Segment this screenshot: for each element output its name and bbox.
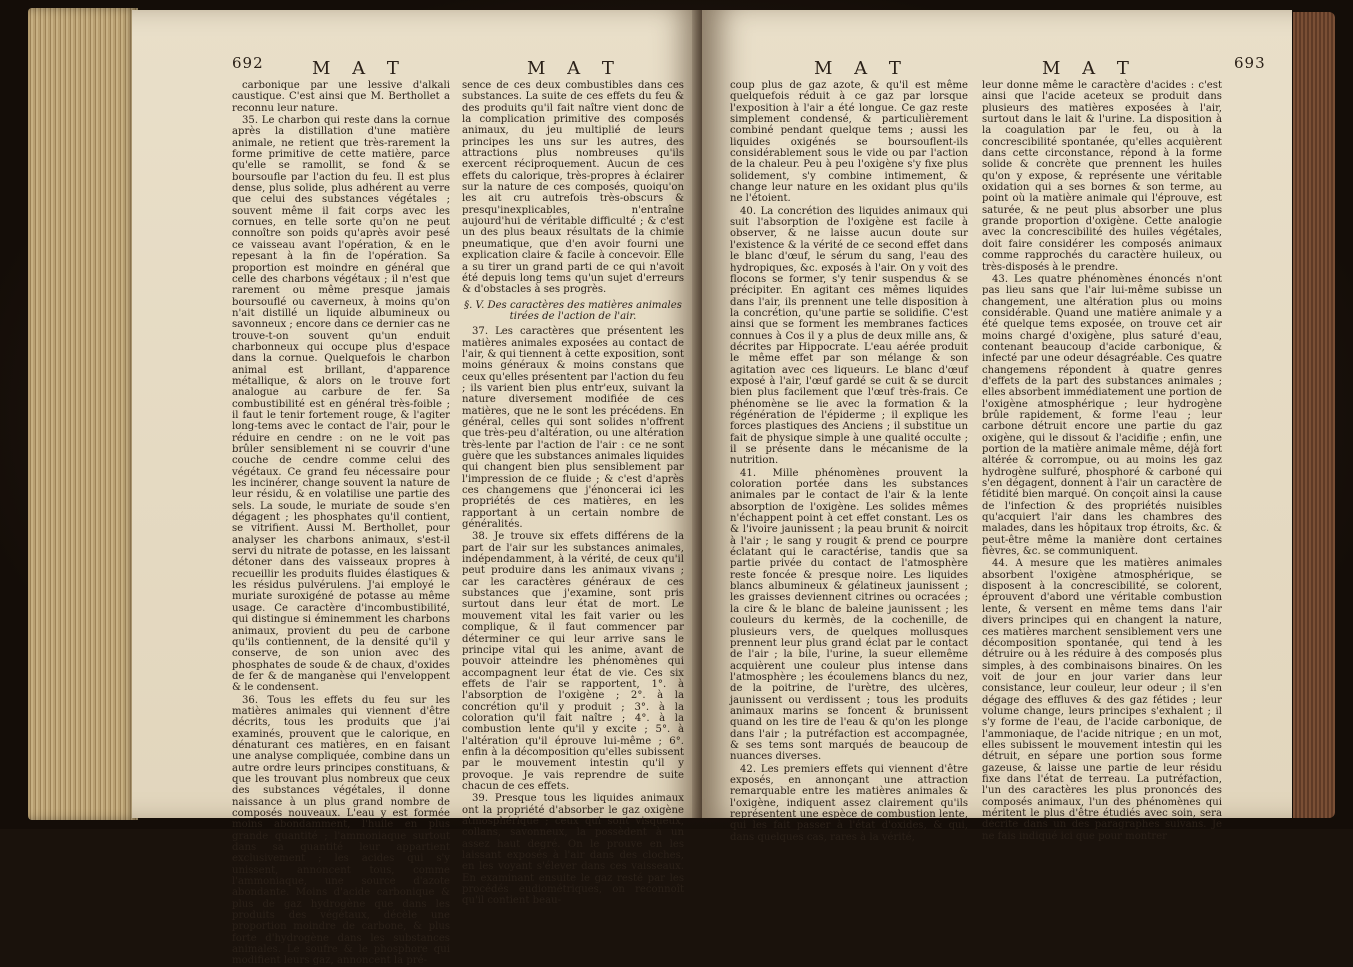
paragraph: leur donne même le caractère d'acides : c'est ainsi que l'acide aceteux se produit dans plusieurs des matières exposées à l'air, surtout dans le lait & l'urine. La disposition à la coagulation par le feu, ou à la concrescibilité spontanée, qu'elles acquièrent dans cette circonstance, répond à la forme solide & concrète que prennent les huiles qu'on y expose, & représente une véritable oxidation qui a ses bornes & son terme, au point où la matière animale qui l'éprouve, est saturée, & ne peut plus absorber une plus grande proportion d'oxigène. Cette analogie avec la concrescibilité des huiles végétales, doit faire considérer les composés animaux comme rapprochés du caractère huileux, ou très-disposés à le prendre.: [982, 80, 1222, 273]
paragraph: 39. Presque tous les liquides animaux ont la propriété d'absorber le gaz oxigène atmosphérique ; ceux qui sont visqueux, collans, savonneux, la possèdent à un assez haut degré. On le prouve en les laissant exposés à l'air dans des cloches, en les voyant s'élever dans ces vaisseaux. En examinant ensuite le gaz resté par les procédés eudiométriques, on reconnoît qu'il contient beau-: [462, 793, 684, 907]
running-head-right-1: M A T: [814, 58, 909, 79]
page-number-left: 692: [232, 54, 264, 72]
paragraph: carbonique par une lessive d'alkali caustique. C'est ainsi que M. Berthollet a reconnu leur nature.: [232, 80, 450, 114]
running-head-right-2: M A T: [1042, 58, 1137, 79]
paragraph: 38. Je trouve six effets différens de la part de l'air sur les substances animales, indépendamment, à la vérité, de ceux qu'il peut produire dans les animaux vivans ; car les caractères généraux de ces substances que j'examine, sont pris surtout dans leur état de mort. Le mouvement vital les fait varier ou les complique, & il faut commencer par déterminer ce qui leur arrive sans le principe vital qui les anime, avant de pouvoir atteindre les phénomènes qui accompagnent leur état de vie. Ces six effets de l'air se rapportent, 1°. à l'absorption de l'oxigène ; 2°. à la concrétion qu'il y produit ; 3°. à la coloration qu'il fait naître ; 4°. à la combustion lente qu'il y excite ; 5°. à l'altération qu'il éprouve lui-même ; 6°. enfin à la décomposition qu'elles subissent par le mouvement intestin qu'il y provoque. Je vais reprendre de suite chacun de ces effets.: [462, 531, 684, 792]
paragraph: 44. A mesure que les matières animales absorbent l'oxigène atmosphérique, se disposent à la concrescibilité, se colorent, éprouvent d'abord une véritable combustion lente, & versent en même tems dans l'air divers principes qui en changent la nature, ces matières marchent sensiblement vers une décomposition spontanée, qui tend à les détruire ou à les réduire à des composés plus simples, à des combinaisons binaires. On les voit de jour en jour varier dans leur consistance, leur couleur, leur odeur ; il s'en dégage des effluves & des gaz fétides ; leur volume change, leurs principes s'exhalent ; il s'y forme de l'eau, de l'acide carbonique, de l'ammoniaque, de l'acide nitrique ; en un mot, elles subissent le mouvement intestin qui les détruit, en sépare une portion sous forme gazeuse, & laisse une partie de leur résidu fixe dans l'état de terreau. La putréfaction, l'un des caractères les plus prononcés des composés animaux, l'un des phénomènes qui méritent le plus d'être étudiés avec soin, sera décrite dans un des paragraphes suivans. Je ne fais indiqué ici que pour montrer: [982, 558, 1222, 842]
paragraph: 36. Tous les effets du feu sur les matières animales qui viennent d'être décrits, tous les produits que j'ai examinés, prouvent que le calorique, en dénaturant ces matières, en en faisant une analyse compliquée, combine dans un autre ordre leurs principes constituans, & que les trouvant plus nombreux que ceux des substances végétales, il donne naissance à un plus grand nombre de composés nouveaux. L'eau y est formée moins abondamment, l'huile en plus grande quantité ; l'ammoniaque surtout dans sa quantité leur appartient exclusivement ; les acides qui s'y unissent, annoncent tous, comme l'ammoniaque, une source d'azote abondante. Moins d'acide carbonique & plus de gaz hydrogène que dans les produits des végétaux, décèle une proportion moindre de carbone, & plus forte d'hydrogène dans les substances animales. Le soufre & le phosphore qui modifient leurs gaz, annoncent la pré-: [232, 694, 450, 967]
left-page-column-2: [462, 80, 684, 907]
paragraph: 37. Les caractères que présentent les matières animales exposées au contact de l'air, & qui tiennent à cette exposition, sont moins généraux & moins constans que ceux qu'elles présentent par l'action du feu ; ils varient bien plus entr'eux, suivant la nature diversement modifiée de ces matières, que ne le sont les précédens. En général, celles qui sont solides n'offrent que très-peu d'altération, ou une altération très-lente par l'action de l'air : ce ne sont guère que les substances animales liquides qui changent bien plus sensiblement par l'impression de ce fluide ; & c'est d'après ces changemens que j'énoncerai ici les propriétés de ces matières, en les rapportant à un certain nombre de généralités.: [462, 326, 684, 531]
paragraph: sence de ces deux combustibles dans ces substances. La suite de ces effets du feu & des produits qu'il fait naître vient donc de la complication primitive des composés animaux, du jeu multiplié de leurs principes les uns sur les autres, des attractions plus nombreuses qu'ils exercent réciproquement. Aucun de ces effets du calorique, très-propres à éclairer sur la nature de ces composés, quoiqu'on les ait cru autrefois très-obscurs & presqu'inexplicables, n'entraîne aujourd'hui de véritable difficulté ; & c'est un des plus beaux résultats de la chimie pneumatique, que d'en avoir fourni une explication claire & facile à concevoir. Elle a su tirer un grand parti de ce qui n'avoit été depuis long tems qu'un sujet d'erreurs & d'obstacles à ses progrès.: [462, 80, 684, 296]
paragraph: 40. La concrétion des liquides animaux qui suit l'absorption de l'oxigène est facile à observer, & ne laisse aucun doute sur l'existence & la vérité de ce second effet dans le blanc d'œuf, le sérum du sang, l'eau des hydropiques, &c. exposés à l'air. On y voit des flocons se former, s'y tenir suspendus & se précipiter. En agitant ces mêmes liquides dans l'air, ils prennent une telle disposition à la concrétion, qu'une partie se solidifie. C'est ainsi que se forment les membranes factices connues à Cos il y a plus de deux mille ans, & décrites par Hippocrate. L'eau aérée produit le même effet par son mélange & son agitation avec ces liqueurs. Le blanc d'œuf exposé à l'air, l'œuf gardé se cuit & se durcit bien plus facilement que l'œuf très-frais. Ce phénomène se lie avec la formation & la régénération de l'épiderme ; il explique les forces plastiques des Anciens ; il substitue un fait de physique simple à une qualité occulte ; il se présente dans le mécanisme de la nutrition.: [730, 205, 968, 467]
paragraph: 42. Les premiers effets qui viennent d'être exposés, en annonçant une attraction remarquable entre les matières animales & l'oxigène, indiquent assez clairement qu'ils représentent une espèce de combustion lente, qui les fait passer à l'état d'oxides, & qui, dans quelques cas, rares à la vérité,: [730, 763, 968, 843]
section-heading: §. V. Des caractères des matières animales tirées de l'action de l'air.: [464, 299, 682, 322]
running-head-left-1: M A T: [312, 58, 407, 79]
paragraph: 41. Mille phénomènes prouvent la coloration portée dans les substances animales par le contact de l'air & la lente absorption de l'oxigène. Les solides mêmes n'échappent point à cet effet constant. Les os & l'ivoire jaunissent ; la peau brunit & noircit à l'air ; le sang y rougit & prend ce pourpre éclatant qui le caractérise, tandis que sa partie privée du contact de l'atmosphère reste foncée & presque noire. Les liquides blancs albumineux & gélatineux jaunissent ; les graisses deviennent citrines ou ocracées ; la cire & le blanc de baleine jaunissent ; les couleurs du kermès, de la cochenille, de plusieurs vers, de quelques mollusques prennent leur plus grand éclat par le contact de l'air ; la bile, l'urine, la sueur ellemême acquièrent une couleur plus intense dans l'atmosphère ; les écoulemens blancs du nez, de la poitrine, de l'urètre, des ulcères, jaunissent ou verdissent ; tous les produits animaux marins se foncent & brunissent quand on les tire de l'eau & qu'on les plonge dans l'air ; la putréfaction est accompagnée, & ses tems sont marqués de beaucoup de nuances diverses.: [730, 467, 968, 763]
right-page-column-2: [982, 80, 1222, 842]
paragraph: 43. Les quatre phénomènes énoncés n'ont pas lieu sans que l'air lui-même subisse un changement, une altération plus ou moins considérable. Quand une matière animale y a été quelque tems exposée, on trouve cet air moins chargé d'oxigène, plus saturé d'eau, contenant beaucoup d'acide carbonique, & infecté par une odeur désagréable. Ces quatre changemens répondent à quatre genres d'effets de la part des substances animales ; elles absorbent immédiatement une portion de l'oxigène atmosphérique ; leur hydrogène brûle rapidement, & forme l'eau ; leur carbone détruit encore une partie du gaz oxigène, qui le dissout & l'acidifie ; enfin, une portion de la matière animale même, déjà fort altérée & corrompue, ou au moins les gaz hydrogène sulfuré, phosphoré & carboné qui s'en dégagent, donnent à l'air un caractère de fétidité bien marqué. On conçoit ainsi la cause de l'infection & des propriétés nuisibles qu'acquiert l'air dans les chambres des malades, dans les hôpitaux trop étroits, &c. & peut-être même la manière dont certaines fièvres, &c. se communiquent.: [982, 273, 1222, 558]
running-head-left-2: M A T: [527, 58, 622, 79]
page-number-right: 693: [1234, 54, 1266, 72]
paragraph: 35. Le charbon qui reste dans la cornue après la distillation d'une matière animale, ne retient que très-rarement la forme primitive de cette matière, parce qu'elle se ramollit, se fond & se boursoufle par l'action du feu. Il est plus dense, plus solide, plus adhérent au verre que celui des substances végétales ; souvent même il fait corps avec les cornues, en telle sorte qu'on ne peut connoître son poids qu'après avoir pesé ce vaisseau avant l'opération, & en le repesant à la fin de l'opération. Sa proportion est moindre en général que celle des charbons végétaux ; il n'est que rarement ou même presque jamais boursouflé ou caverneux, à moins qu'on n'ait distillé un liquide albumineux ou savonneux ; encore dans ce dernier cas ne trouve-t-on souvent qu'un enduit charbonneux qui occupe plus d'espace dans la cornue. Quelquefois le charbon animal est brillant, d'apparence métallique, & alors on le trouve fort analogue au carbure de fer. Sa combustibilité est en général très-foible ; il faut le tenir fortement rouge, & l'agiter long-tems avec le contact de l'air, pour le réduire en cendre : on ne le voit pas brûler sensiblement ni se couvrir d'une couche de cendre comme celui des végétaux. Ce grand feu nécessaire pour les incinérer, change souvent la nature de leur résidu, & en volatilise une partie des sels. La soude, le muriate de soude s'en dégagent ; les phosphates qu'il contient, se vitrifient. Aussi M. Berthollet, pour analyser les charbons animaux, s'est-il servi du nitrate de potasse, en les laissant détoner dans des vaisseaux propres à recueillir les produits fluides élastiques & les résidus pulvérulens. J'ai employé le muriate suroxigéné de potasse au même usage. Ce caractère d'incombustibilité, qui distingue si éminemment les charbons animaux, provient du peu de carbone qu'ils contiennent, de la densité qu'il y conserve, de son union avec des phosphates de soude & de chaux, d'oxides de fer & de manganèse qui l'enveloppent & le condensent.: [232, 115, 450, 694]
left-page: [132, 10, 702, 967]
paragraph: coup plus de gaz azote, & qu'il est même quelquefois réduit à ce gaz par lorsque l'exposition à l'air a été longue. Ce gaz reste simplement condensé, & particulièrement combiné pendant quelque tems ; aussi les liquides oxigénés se boursouflent-ils considérablement sous le vide ou par l'action de la chaleur. Peu à peu l'oxigène s'y fixe plus solidement, s'y combine intimement, & change leur nature en les oxidant plus qu'ils ne l'étoient.: [730, 80, 968, 205]
right-page: [702, 10, 1292, 843]
left-page-column-1: [232, 80, 450, 967]
left-page-edges: [28, 8, 138, 820]
right-page-column-1: [730, 80, 968, 843]
right-page-edges: [1293, 12, 1335, 818]
